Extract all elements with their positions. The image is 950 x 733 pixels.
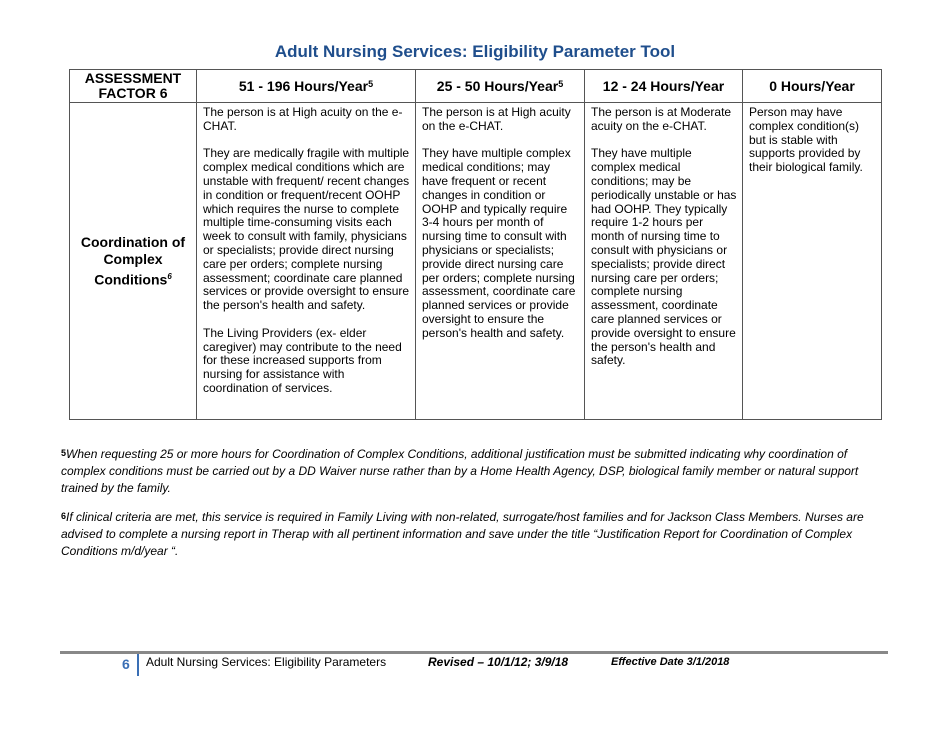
- footnote-marker: 6: [61, 511, 67, 521]
- cell-paragraph: They have multiple complex medical conditions; may have frequent or recent changes in condition or OOHP and typically require 3-4 hours per month of nursing time to consult with physicians or specialists; provide direct nursing care per orders; complete nursing assessment, coordinate care planned services or provide oversight to ensure the person's health and safety.: [422, 146, 576, 340]
- cell-paragraph: Person may have complex condition(s) but is stable with supports provided by their biological family.: [749, 105, 863, 175]
- factor-cell: [70, 103, 197, 420]
- footnote-ref: 6: [167, 271, 172, 281]
- footnote-marker: 5: [61, 448, 67, 458]
- footer-effective-date: Effective Date 3/1/2018: [611, 656, 730, 668]
- cell-paragraph: The person is at Moderate acuity on the e-CHAT.: [591, 105, 732, 133]
- footer-separator: [137, 654, 139, 676]
- cell-paragraph: They are medically fragile with multiple complex medical conditions which are unstable with frequent/ recent changes in condition or frequent/recent OOHP which requires the nurse to complete multiple time-consuming visits each week to consult with family, physicians or specialists; provide direct nursing care per orders; complete nursing assessment; coordinate care planned services or provide oversight to ensure the person's health and safety.: [203, 146, 410, 313]
- header-0-hours: 0 Hours/Year: [743, 70, 882, 103]
- header-assessment-factor: ASSESSMENT FACTOR 6: [70, 70, 197, 103]
- footnote-text: If clinical criteria are met, this service is required in Family Living with non-related, surrogate/host families and for Jackson Class Members. Nurses are advised to complete a nursing report in Therap with all pertinent information and save under the title “Justification Report for Coordination of Complex Conditions m/d/year “.: [61, 510, 864, 558]
- table-row: [70, 103, 882, 420]
- header-label: 25 - 50 Hours/Year: [436, 77, 559, 94]
- footer-revised: Revised – 10/1/12; 3/9/18: [428, 655, 569, 669]
- footer-doc-title: Adult Nursing Services: Eligibility Parameters: [146, 655, 387, 669]
- cell-12-24-hours: [585, 103, 743, 420]
- cell-51-196-hours: [197, 103, 416, 420]
- footnote-ref: 5: [558, 78, 564, 89]
- cell-paragraph: The person is at High acuity on the e-CHAT.: [422, 105, 571, 133]
- table-header-row: [70, 70, 882, 103]
- header-12-24-hours: 12 - 24 Hours/Year: [585, 70, 743, 103]
- footnote-5: [61, 446, 876, 497]
- header-label: 51 - 196 Hours/Year: [238, 77, 369, 94]
- footnote-6: [61, 509, 876, 560]
- header-25-50-hours: [416, 70, 585, 103]
- footnote-ref: 5: [368, 78, 374, 89]
- cell-paragraph: They have multiple complex medical conditions; may be periodically unstable or has had OOHP. They typically require 1-2 hours per month of nursing time to consult with physicians or specialists; provide direct nursing care per orders; complete nursing assessment, coordinate care planned services or provide oversight to ensure the person's health and safety.: [591, 146, 737, 368]
- cell-0-hours: [743, 103, 882, 420]
- header-51-196-hours: [197, 70, 416, 103]
- eligibility-table: [69, 69, 882, 420]
- page-number: 6: [122, 656, 130, 672]
- factor-label: Coordination of Complex Conditions: [80, 233, 186, 288]
- footnote-text: When requesting 25 or more hours for Coordination of Complex Conditions, additional justification must be submitted indicating why coordination of complex conditions must be carried out by a DD Waiver nurse rather than by a Home Health Agency, DSP, biological family member or natural support trained by the family.: [61, 447, 859, 495]
- page-footer: [60, 654, 888, 678]
- page-title: Adult Nursing Services: Eligibility Parameter Tool: [274, 42, 676, 61]
- cell-paragraph: The person is at High acuity on the e-CHAT.: [203, 105, 403, 133]
- cell-paragraph: The Living Providers (ex- elder caregiver) may contribute to the need for these increased supports from nursing for assistance with coordination of services.: [203, 325, 402, 395]
- cell-25-50-hours: [416, 103, 585, 420]
